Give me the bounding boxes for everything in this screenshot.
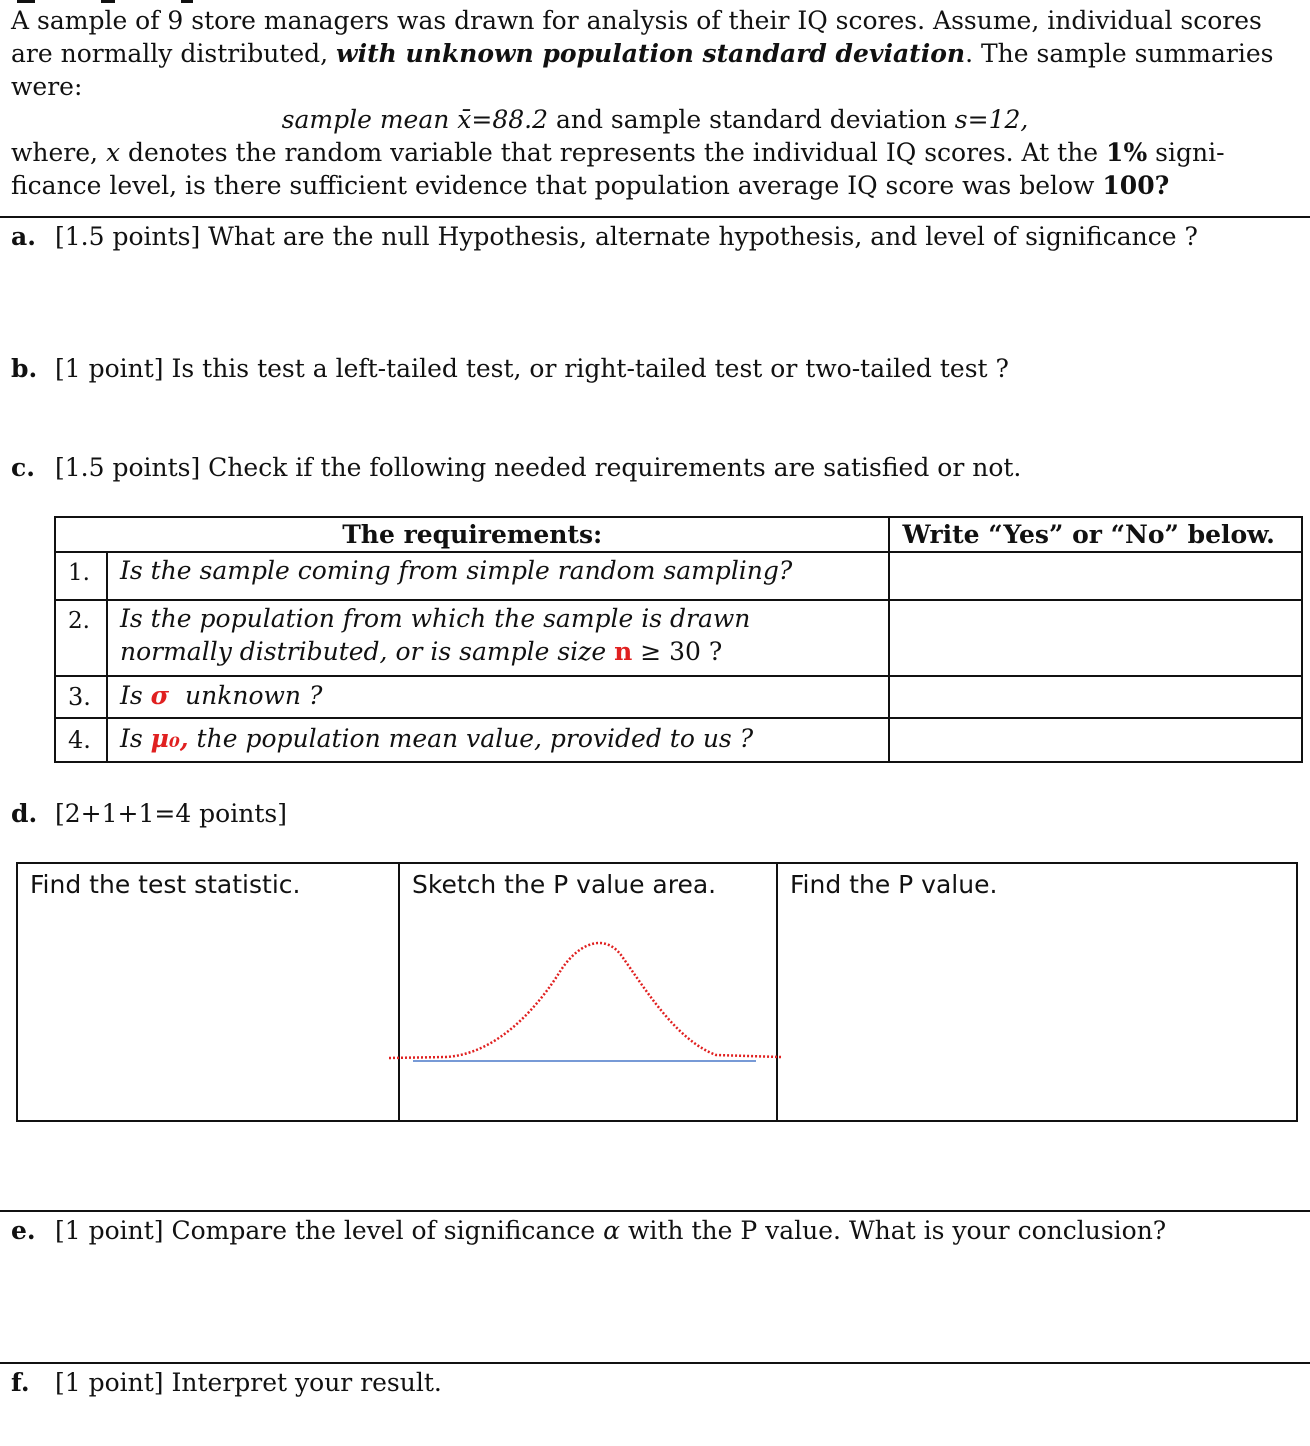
question-d-text: [2+1+1=4 points] <box>55 799 287 828</box>
alpha-value: 1% <box>1106 138 1148 167</box>
sketch-caption: Sketch the P value area. <box>412 870 717 899</box>
n-symbol: n <box>614 637 633 666</box>
where-mid: denotes the random variable that represents the individual IQ scores. At the <box>120 138 1107 167</box>
req-row-1-text: Is the sample coming from simple random sampling? <box>107 552 889 600</box>
req-row-3-answer[interactable] <box>889 676 1302 718</box>
divider-3 <box>0 1362 1310 1364</box>
req-row-1-answer[interactable] <box>889 552 1302 600</box>
intro-paragraph <box>11 4 1301 103</box>
req-row-4-num: 4. <box>55 718 107 762</box>
mu0-symbol: μ₀, <box>150 724 189 753</box>
question-f-text: [1 point] Interpret your result. <box>55 1368 442 1397</box>
answer-header: Write “Yes” or “No” below. <box>889 517 1302 552</box>
req-row-2-num: 2. <box>55 600 107 676</box>
question-f <box>11 1366 442 1399</box>
divider-1 <box>0 216 1310 218</box>
req-row-4-text <box>107 718 889 762</box>
req-row-2-line2b: ≥ 30 ? <box>632 637 723 666</box>
normal-curve-sketch <box>386 930 786 1070</box>
question-b-label: b. <box>11 354 38 383</box>
req-row-2-answer[interactable] <box>889 600 1302 676</box>
req-row-2-line2a: normally distributed, or is sample size <box>120 637 615 666</box>
req-row-2-line2 <box>120 635 888 668</box>
req-row-3-b: unknown ? <box>169 681 323 710</box>
question-e <box>11 1214 1166 1247</box>
intro-emphasis: with unknown population standard deviation <box>336 39 966 68</box>
question-e-text-a: [1 point] Compare the level of significance <box>55 1216 604 1245</box>
divider-2 <box>0 1210 1310 1212</box>
req-row-3-text <box>107 676 889 718</box>
question-d <box>11 797 287 830</box>
where-paragraph <box>11 136 1301 202</box>
p-value-box[interactable] <box>776 862 1298 1122</box>
intro-text-end: . The sample summaries were: <box>11 39 1274 101</box>
mean-label: sample mean <box>281 105 458 134</box>
alpha-symbol: α <box>603 1216 621 1245</box>
question-b-text: [1 point] Is this test a left-tailed test, or right-tailed test or two-tailed test ? <box>55 354 1009 383</box>
question-a <box>11 220 1198 253</box>
test-statistic-box[interactable] <box>16 862 400 1122</box>
req-row-4-answer[interactable] <box>889 718 1302 762</box>
req-row-4-a: Is <box>120 724 151 753</box>
req-row-2-text <box>107 600 889 676</box>
req-row-4-b: the population mean value, provided to us ? <box>188 724 754 753</box>
question-f-label: f. <box>11 1368 30 1397</box>
question-c-text: [1.5 points] Check if the following needed requirements are satisfied or not. <box>55 453 1022 482</box>
requirements-table <box>54 516 1303 763</box>
requirements-header: The requirements: <box>55 517 889 552</box>
req-row-1-num: 1. <box>55 552 107 600</box>
intro-text: A sample of 9 store managers was drawn for analysis of their IQ scores. Assume, individual scores are normally distributed, <box>11 6 1262 68</box>
req-row-2-line1: Is the population from which the sample is drawn <box>120 604 751 633</box>
where-start: where, <box>11 138 106 167</box>
req-row-3-num: 3. <box>55 676 107 718</box>
question-a-label: a. <box>11 222 36 251</box>
test-statistic-caption: Find the test statistic. <box>30 870 301 899</box>
mean-value: =88.2 <box>471 105 549 134</box>
bell-curve <box>389 943 781 1058</box>
question-d-label: d. <box>11 799 38 828</box>
question-a-text: [1.5 points] What are the null Hypothesis, alternate hypothesis, and level of significance ? <box>55 222 1198 251</box>
question-b <box>11 352 1009 385</box>
where-end: ? <box>1154 171 1170 200</box>
sample-summary <box>0 103 1310 136</box>
summary-mid: and sample standard deviation <box>548 105 955 134</box>
s-symbol: s <box>954 105 968 134</box>
question-e-label: e. <box>11 1216 36 1245</box>
xbar-symbol: x̄ <box>457 105 472 134</box>
sd-value: =12, <box>967 105 1029 134</box>
x-symbol: x <box>105 138 121 167</box>
question-c <box>11 451 1021 484</box>
p-value-caption: Find the P value. <box>790 870 998 899</box>
question-c-label: c. <box>11 453 35 482</box>
req-row-3-a: Is <box>120 681 151 710</box>
sigma-symbol: σ <box>150 681 170 710</box>
question-e-text-b: with the P value. What is your conclusion? <box>620 1216 1167 1245</box>
target-value: 100 <box>1102 171 1155 200</box>
where-mid2: signi-ficance level, is there sufficient evidence that population average IQ score was below <box>11 138 1225 200</box>
